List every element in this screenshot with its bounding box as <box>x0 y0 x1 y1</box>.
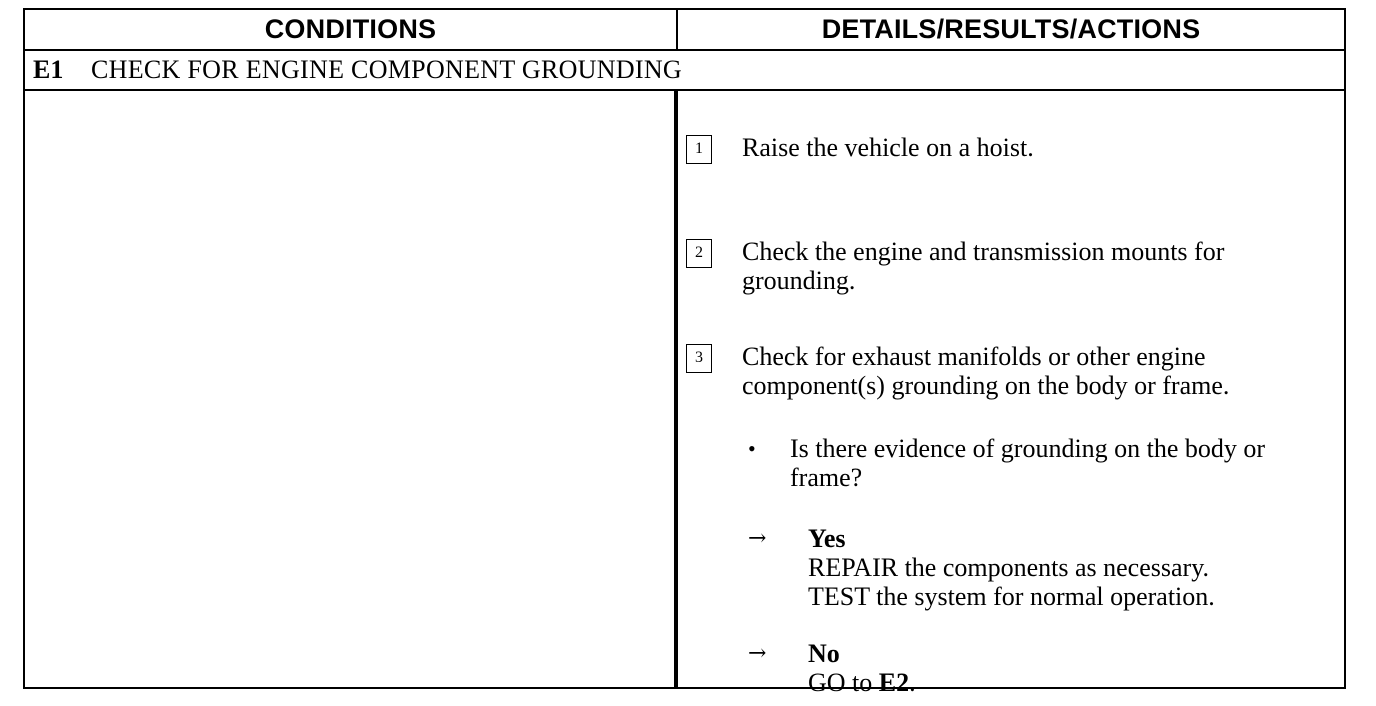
section-title-row <box>25 51 1344 91</box>
outcome-no-body <box>808 639 1318 697</box>
diagnostic-table <box>23 8 1346 697</box>
bullet-icon: • <box>748 436 756 461</box>
conditions-cell <box>25 91 674 687</box>
outcome-no-suffix: . <box>909 668 916 697</box>
step-text: Raise the vehicle on a hoist. <box>742 133 1034 162</box>
outcome-yes-body <box>808 524 1318 611</box>
goto-target: E2 <box>878 668 910 697</box>
outcome-no-label: No <box>808 639 840 668</box>
outcome-no-prefix: GO to <box>808 668 879 697</box>
step-number-box: 2 <box>686 239 712 268</box>
step-text: Check for exhaust manifolds or other engine component(s) grounding on the body or frame. <box>742 342 1230 400</box>
question-text: Is there evidence of grounding on the body or frame? <box>790 434 1266 492</box>
arrow-right-icon: → <box>748 641 767 666</box>
outcome-yes-action-2: TEST the system for normal operation. <box>808 582 1215 611</box>
outcome-yes-label: Yes <box>808 524 846 553</box>
arrow-right-icon: → <box>748 526 767 551</box>
step-number-box: 3 <box>686 344 712 373</box>
section-id: E1 <box>33 55 64 84</box>
details-cell <box>678 91 1344 697</box>
table-header-row <box>25 10 1344 51</box>
conditions-header: CONDITIONS <box>264 14 437 44</box>
details-header: DETAILS/RESULTS/ACTIONS <box>821 14 1201 44</box>
outcome-no-action <box>808 668 1318 697</box>
section-title: CHECK FOR ENGINE COMPONENT GROUNDING <box>91 55 683 84</box>
step-text: Check the engine and transmission mounts for grounding. <box>742 237 1225 295</box>
outcome-yes-action-1: REPAIR the components as necessary. <box>808 553 1210 582</box>
step-number-box: 1 <box>686 135 712 164</box>
